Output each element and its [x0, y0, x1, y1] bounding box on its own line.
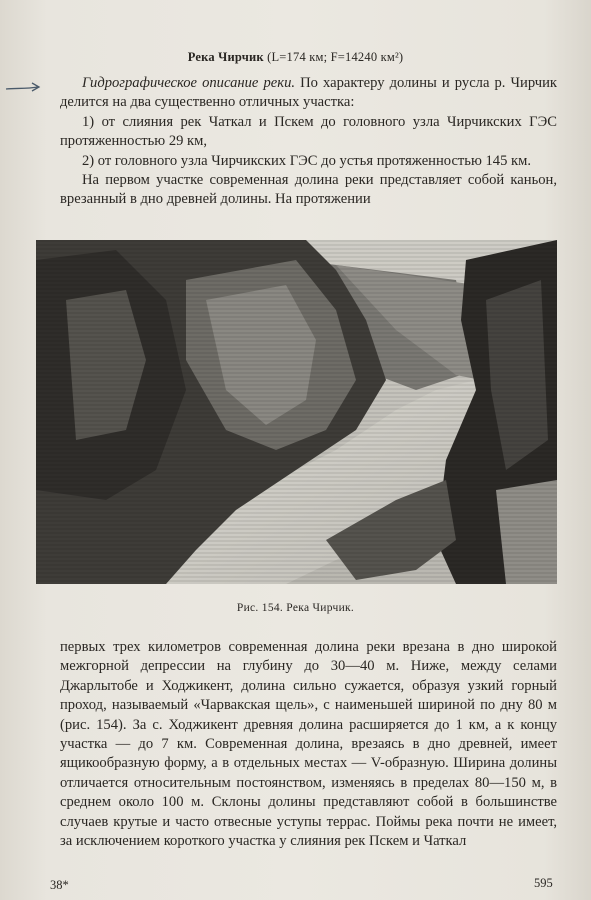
list-item-2: 2) от головного узла Чирчикских ГЭС до устья протяженностью 145 км. [82, 152, 532, 169]
page-number: 595 [534, 876, 553, 890]
handwritten-arrow-icon [4, 80, 44, 96]
body-text-bottom [60, 638, 557, 851]
heading-title: Река Чирчик [187, 50, 264, 64]
heading-formula: (L=174 км; F=14240 км²) [267, 50, 404, 64]
figure-photo-chirchik-canyon [36, 240, 557, 584]
signature-mark: 38* [50, 878, 69, 892]
body-text-top [60, 74, 557, 210]
continuation-paragraph: первых трех километров современная долина реки врезана в дно широкой межгорной депрессии на глубину до 30—40 м. Ниже, между селами Джарлытобе и Ходжикент, долина сильно сужается, образуя узкий горный проход, называемый «Чарвакская щель», с наименьшей шириной по дну 80 м (рис. 154). За с. Ходжикент древняя долина расширяется до 1 км, а к концу участка — до 7 км. Современная долина, врезаясь в дно древней, имеет ящикообразную форму, а в отдельных местах — V-образную. Ширина долины отличается относительным постоянством, изменяясь в пределах 80—150 м, в среднем около 100 м. Склоны долины представляют собой в большинстве случаев крутые и часто отвесные уступы террас. Поймы река почти не имеет, за исключением короткого участка у слияния рек Пскем и Чаткал [60, 639, 557, 850]
section-heading [0, 50, 591, 65]
figure-caption: Рис. 154. Река Чирчик. [236, 602, 355, 614]
intro-rest: По характеру долины и русла р. Чирчик делится на два существенно отличных участка: [60, 75, 558, 111]
list-item-1: 1) от слияния рек Чаткал и Пскем до головного узла Чирчикских ГЭС протяженностью 29 км, [60, 113, 557, 150]
intro-paragraph [60, 74, 557, 113]
canyon-paragraph: На первом участке современная долина реки представляет собой каньон, врезанный в дно древней долины. На протяжении [60, 172, 557, 208]
intro-italic-lead: Гидрографическое описание реки. [82, 75, 296, 91]
